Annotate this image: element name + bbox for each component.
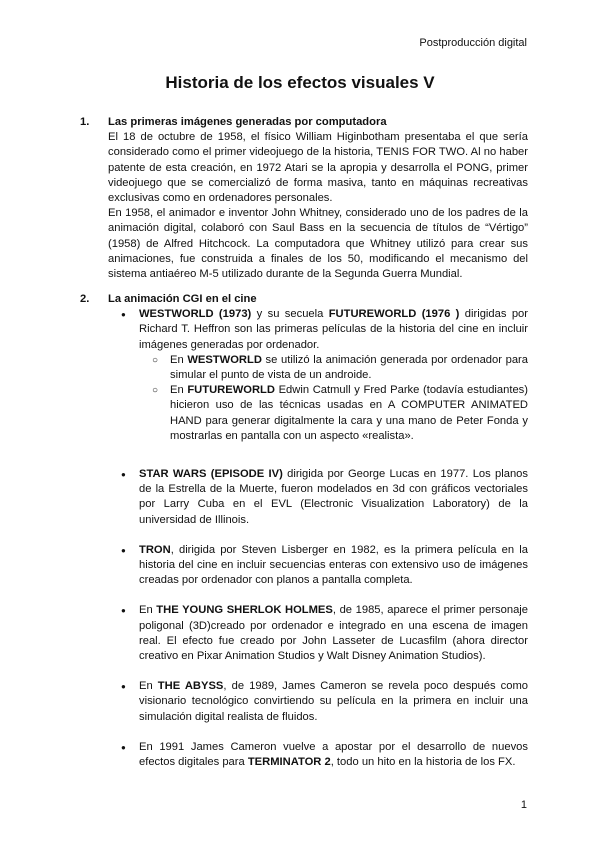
section-2 xyxy=(80,292,528,785)
section-number: 1. xyxy=(80,116,90,128)
section-1 xyxy=(80,115,528,282)
paragraph: En 1958, el animador e inventor John Whitney, considerado uno de los padres de la animación digital, colaboró con Saul Bass en la secuencia de títulos de “Vértigo” (1958) de Alfred Hitchcock. La computadora que Whitney utilizó para crear sus animaciones, fue construida a finales de los 50, modificando el mecanismo del sistema antiaéreo M-5 utilizado durante de la Segunda Guerra Mundial. xyxy=(108,207,528,281)
paragraph: El 18 de octubre de 1958, el físico William Higinbotham presentaba el que sería considerado como el primer videojuego de la historia, TENIS FOR TWO. Al no haber patente de esta creación, en 1972 Atari se la apropia y desarrolla el PONG, primer videojuego que se comercializó de forma masiva, tanto en máquinas recreativas exclusivas como en ordenadores personales. xyxy=(108,131,528,205)
running-header: Postproducción digital xyxy=(419,37,527,49)
film-title: FUTUREWORLD xyxy=(187,384,275,397)
sub-list-item: ○ En FUTUREWORLD Edwin Catmull y Fred Parke (todavía estudiantes) hicieron uso de las técnicas usadas en A COMPUTER ANIMATED HAND para generar digitalmente la cara y una mano de Peter Fonda y mostrarlas en pantalla con un aspecto «realista». xyxy=(139,383,528,444)
list-item: ● TRON, dirigida por Steven Lisberger en 1982, es la primera película en la historia del cine en incluir secuencias enteras con extensivo uso de imágenes creadas por ordenador con planos a pantalla completa. xyxy=(108,543,528,589)
film-title: WESTWORLD xyxy=(187,353,262,366)
film-title: FUTUREWORLD (1976 ) xyxy=(328,308,460,321)
film-title: WESTWORLD (1973) xyxy=(139,308,252,321)
section-title: La animación CGI en el cine xyxy=(108,293,257,305)
list-item: ● En 1991 James Cameron vuelve a apostar por el desarrollo de nuevos efectos digitales para TERMINATOR 2, todo un hito en la historia de los FX. xyxy=(108,740,528,770)
page-number: 1 xyxy=(520,799,527,811)
film-title: TERMINATOR 2 xyxy=(247,756,331,769)
section-number: 2. xyxy=(80,293,90,305)
section-body xyxy=(108,292,528,770)
section-body xyxy=(108,115,528,282)
list-item: ● En THE ABYSS, de 1989, James Cameron se revela poco después como visionario tecnológico convirtiendo su película en la primera en incluir una simulación digital realista de fluidos. xyxy=(108,679,528,725)
sub-list-item: ○ En WESTWORLD se utilizó la animación generada por ordenador para simular el punto de vista de un androide. xyxy=(139,353,528,383)
page-title: Historia de los efectos visuales V xyxy=(165,73,435,92)
list-item: ● STAR WARS (EPISODE IV) dirigida por George Lucas en 1977. Los planos de la Estrella de la Muerte, fueron modelados en 3d con gráficos vectoriales por Larry Cuba en el EVL (Electronic Visualization Laboratory) de la universidad de Illinois. xyxy=(108,467,528,528)
film-title: TRON xyxy=(139,543,171,556)
list-item: ● En THE YOUNG SHERLOK HOLMES, de 1985, aparece el primer personaje poligonal (3D)creado por ordenador e integrado en una escena de imagen real. El efecto fue creado por John Lasseter de Lucasfilm (ahora director creativo en Pixar Animation Studios y Walt Disney Animation Studios). xyxy=(108,603,528,664)
list-item: ● WESTWORLD (1973) y su secuela FUTUREWORLD (1976 ) dirigidas por Richard T. Heffron son las primeras películas de la historia del cine en incluir imágenes generadas por ordenador. ○ En WESTWORLD se utilizó la animación generada por ordenador para simular el punto de vista de un androide. ○ En FUTUREWORLD Edwin Catmull y Fred Parke (todavía estudiantes) hicieron uso de las técnicas usadas en A COMPUTER ANIMATED HAND para generar digitalmente la cara y una mano de Peter Fonda y mostrarlas en pantalla con un aspecto «realista». xyxy=(108,307,528,444)
film-title: THE ABYSS xyxy=(157,680,224,693)
section-title: Las primeras imágenes generadas por computadora xyxy=(108,116,387,128)
film-title: THE YOUNG SHERLOK HOLMES xyxy=(156,604,333,617)
sub-list xyxy=(139,353,528,444)
bullet-list xyxy=(108,307,528,770)
film-title: STAR WARS (EPISODE IV) xyxy=(139,468,283,481)
